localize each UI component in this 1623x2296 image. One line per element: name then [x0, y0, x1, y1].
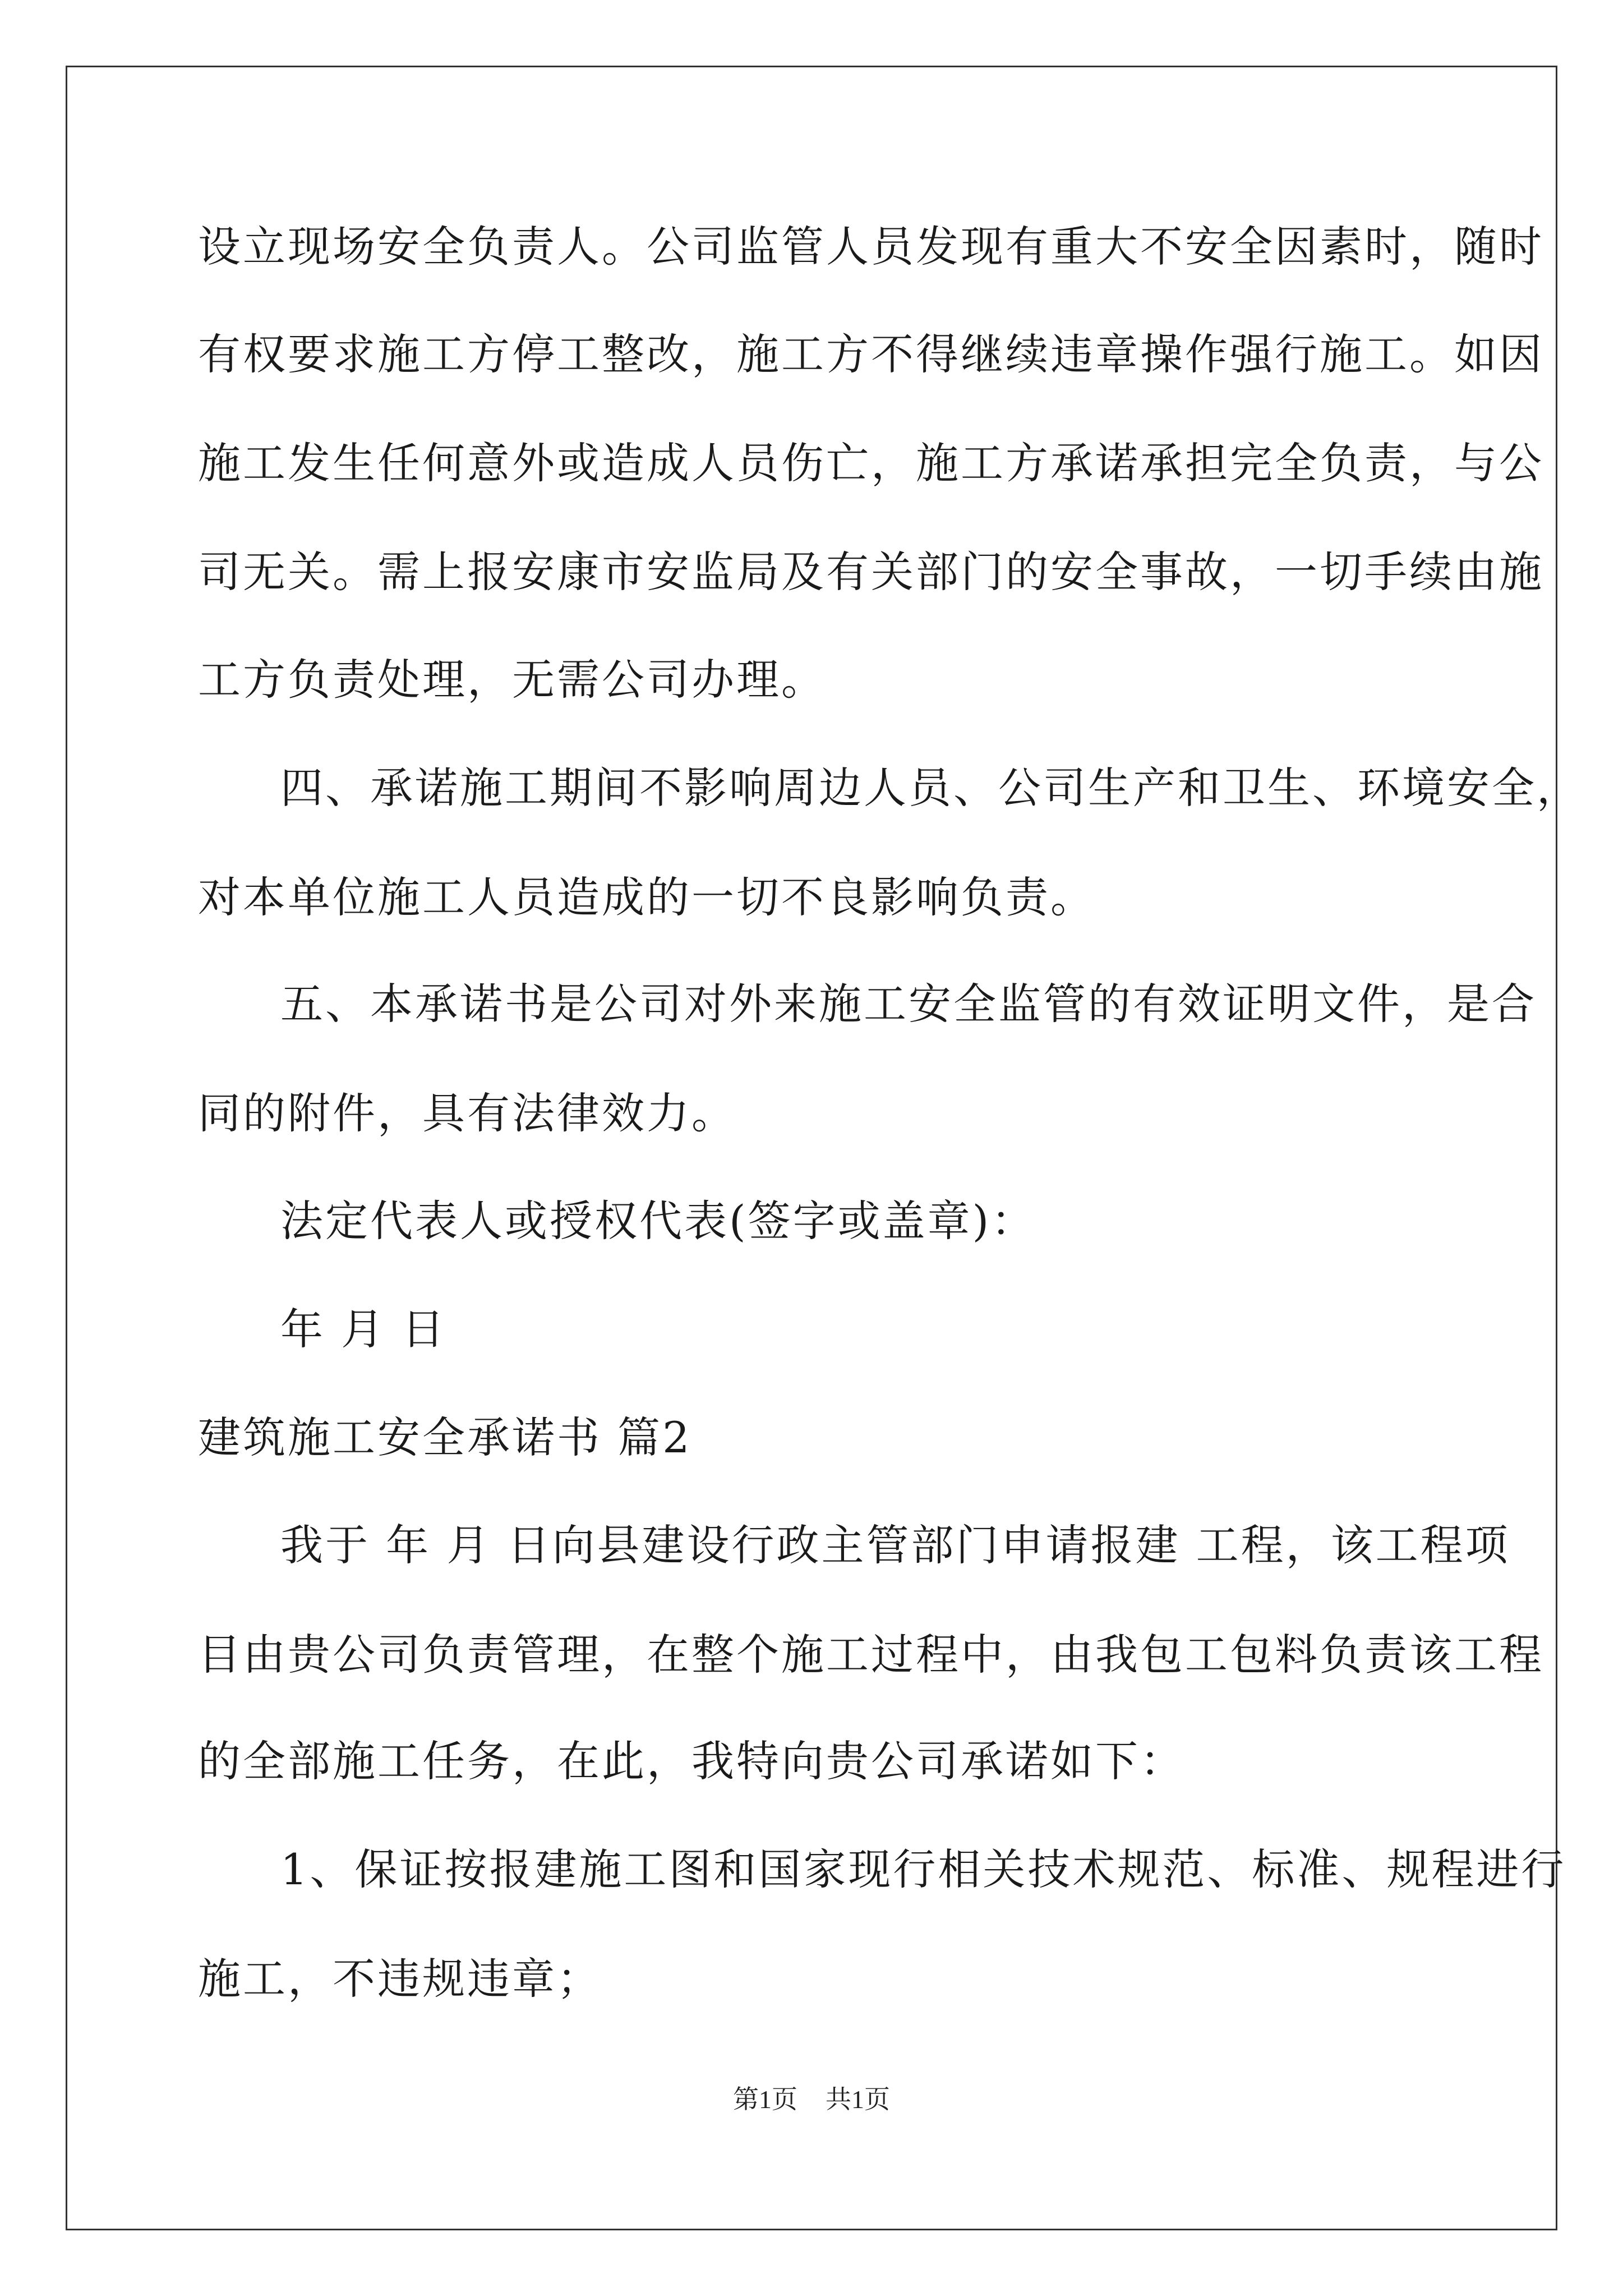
paragraph-line: 施工，不违规违章； — [198, 1954, 602, 2004]
paragraph-line: 司无关。需上报安康市安监局及有关部门的安全事故，一切手续由施 — [198, 547, 1544, 597]
page-total: 共1页 — [826, 2085, 890, 2114]
paragraph-line: 五、本承诺书是公司对外来施工安全监管的有效证明文件，是合 — [280, 979, 1537, 1029]
paragraph-line: 目由贵公司负责管理，在整个施工过程中，由我包工包料负责该工程 — [198, 1630, 1544, 1680]
page-number: 第1页 — [733, 2085, 797, 2114]
paragraph-line: 工方负责处理，无需公司办理。 — [198, 655, 826, 705]
paragraph-line: 施工发生任何意外或造成人员伤亡，施工方承诺承担完全负责，与公 — [198, 438, 1544, 488]
section-heading: 建筑施工安全承诺书 篇2 — [198, 1412, 692, 1462]
signature-label: 法定代表人或授权代表(签字或盖章)： — [280, 1196, 1036, 1246]
paragraph-line: 1、保证按报建施工图和国家现行相关技术规范、标准、规程进行 — [280, 1844, 1566, 1894]
page-border — [66, 66, 1557, 2230]
paragraph-line: 我于 年 月 日向县建设行政主管部门申请报建 工程，该工程项 — [280, 1520, 1510, 1570]
paragraph-line: 对本单位施工人员造成的一切不良影响负责。 — [198, 872, 1095, 922]
paragraph-line: 的全部施工任务，在此，我特向贵公司承诺如下： — [198, 1736, 1185, 1786]
paragraph-line: 同的附件，具有法律效力。 — [198, 1088, 736, 1138]
paragraph-line: 有权要求施工方停工整改，施工方不得继续违章操作强行施工。如因 — [198, 329, 1544, 379]
page-footer — [0, 2084, 1623, 2115]
date-line: 年 月 日 — [280, 1304, 447, 1354]
paragraph-line: 设立现场安全负责人。公司监管人员发现有重大不安全因素时，随时 — [198, 222, 1544, 272]
paragraph-line: 四、承诺施工期间不影响周边人员、公司生产和卫生、环境安全， — [280, 763, 1581, 813]
